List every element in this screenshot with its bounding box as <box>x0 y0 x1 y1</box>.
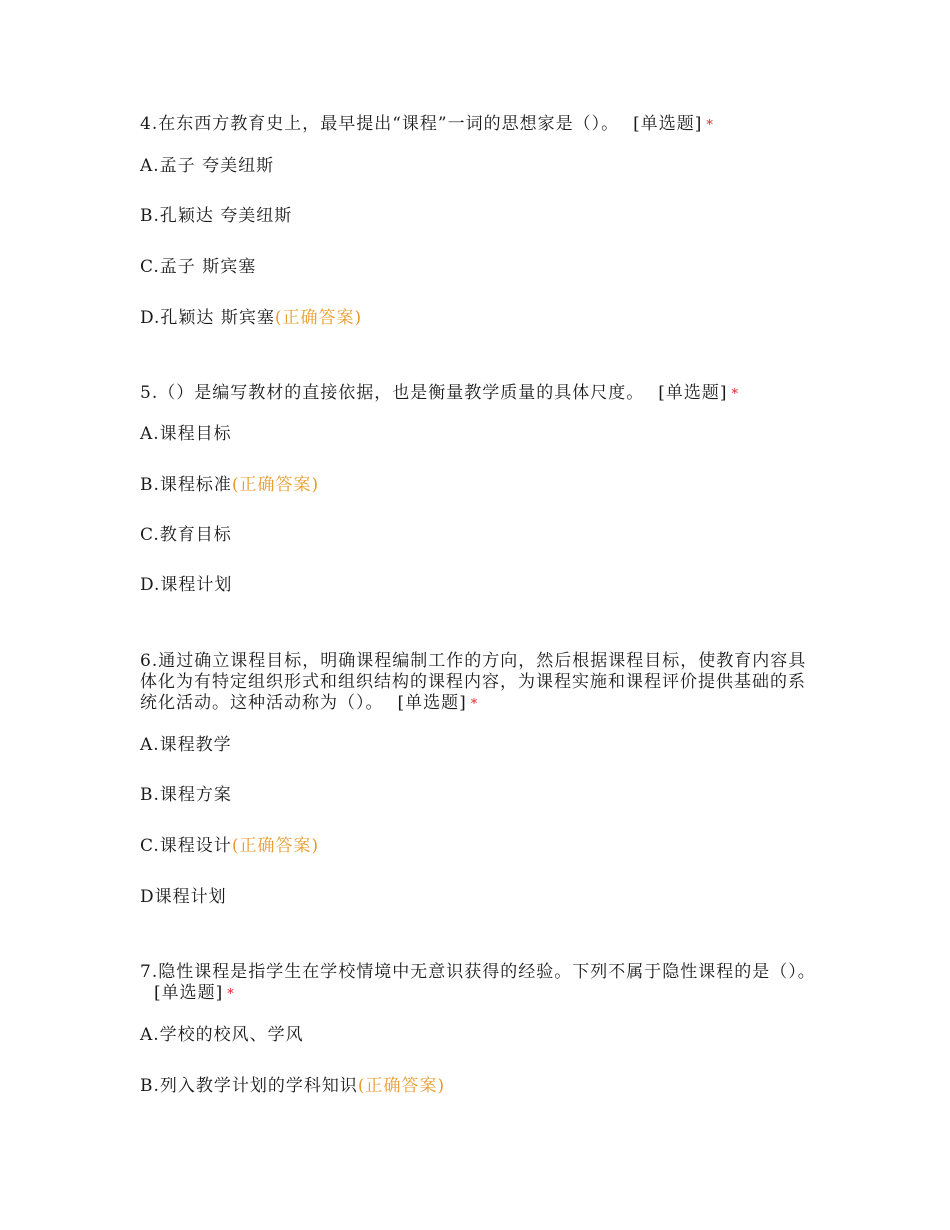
option-a: A.课程目标 <box>140 424 232 444</box>
question-type: [单选题] <box>397 693 467 713</box>
question-type: [单选题] <box>658 383 728 403</box>
correct-answer-tag: (正确答案) <box>357 1076 446 1096</box>
required-mark: * <box>470 697 479 712</box>
option-b: B.课程标准(正确答案) <box>140 475 320 495</box>
question-4 <box>140 114 820 328</box>
option-d: D.孔颖达 斯宾塞(正确答案) <box>140 308 363 328</box>
question-type: [单选题] <box>633 114 703 134</box>
question-6 <box>140 651 820 907</box>
question-title: 6.通过确立课程目标，明确课程编制工作的方向，然后根据课程目标，使教育内容具体化为有特定组织形式和组织结构的课程内容，为课程实施和课程评价提供基础的系统化活动。这种活动称为（）。 [单选题] * <box>140 651 807 713</box>
question-title: 4.在东西方教育史上，最早提出“课程”一词的思想家是（）。 [单选题] * <box>140 114 714 134</box>
correct-answer-tag: (正确答案) <box>231 475 320 495</box>
option-c: C.教育目标 <box>140 525 232 545</box>
option-b: B.课程方案 <box>140 785 232 805</box>
required-mark: * <box>227 987 235 1002</box>
option-c: C.孟子 斯宾塞 <box>140 257 257 277</box>
question-5 <box>140 383 820 595</box>
question-title: 7.隐性课程是指学生在学校情境中无意识获得的经验。下列不属于隐性课程的是（）。[单选题] * <box>140 962 816 1003</box>
option-d: D.课程计划 <box>140 575 233 595</box>
option-b: B.列入教学计划的学科知识(正确答案) <box>140 1076 446 1096</box>
option-a: A.课程教学 <box>140 735 232 755</box>
option-a: A.孟子 夸美纽斯 <box>140 156 275 176</box>
required-mark: * <box>706 118 714 133</box>
question-7 <box>140 962 820 1096</box>
correct-answer-tag: (正确答案) <box>231 836 320 856</box>
question-title: 5.（）是编写教材的直接依据，也是衡量教学质量的具体尺度。 [单选题] * <box>140 383 739 403</box>
option-a: A.学校的校风、学风 <box>140 1025 304 1045</box>
option-c: C.课程设计(正确答案) <box>140 836 320 856</box>
option-d: D课程计划 <box>140 887 227 907</box>
option-b: B.孔颖达 夸美纽斯 <box>140 206 293 226</box>
question-type: [单选题] <box>154 983 224 1003</box>
required-mark: * <box>731 387 739 402</box>
correct-answer-tag: (正确答案) <box>274 308 363 328</box>
